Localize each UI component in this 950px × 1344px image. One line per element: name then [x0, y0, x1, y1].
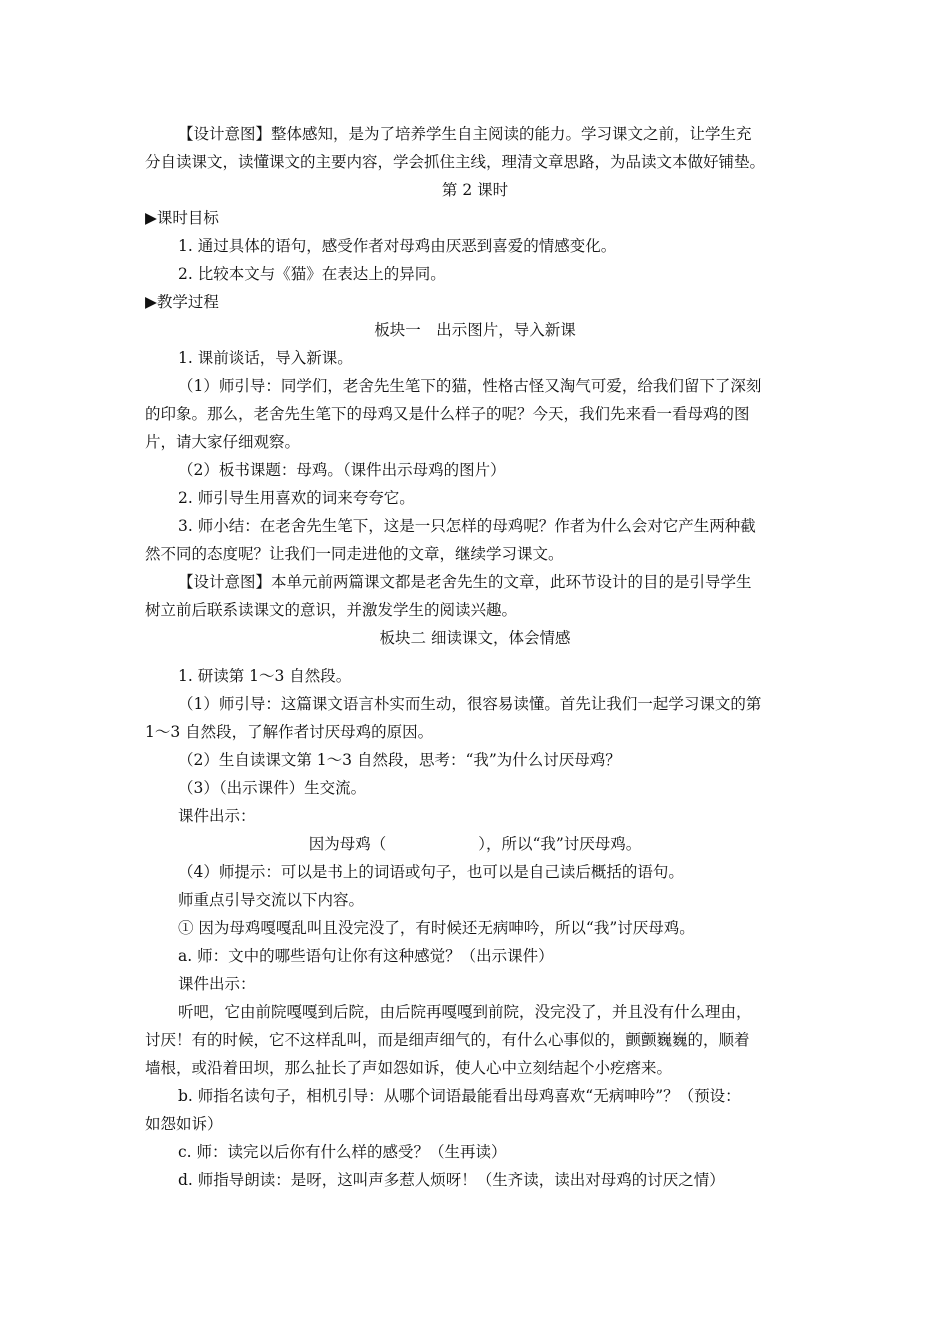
step-2-1-3: （3）（出示课件）生交流。 — [178, 779, 367, 797]
step-2-1: 1. 研读第 1～3 自然段。 — [178, 667, 352, 685]
step-1-3-line-1: 3. 师小结：在老舍先生笔下，这是一只怎样的母鸡呢？作者为什么会对它产生两种截 — [178, 517, 756, 535]
fill-in-suffix: ），所以“我”讨厌母鸡。 — [478, 835, 642, 853]
step-1-1: 1. 课前谈话，导入新课。 — [178, 349, 353, 367]
fill-in-prefix: 因为母鸡（ — [308, 835, 387, 853]
sub-step-a: a. 师：文中的哪些语句让你有这种感觉？（出示课件） — [178, 947, 554, 965]
courseware-label-1: 课件出示： — [178, 807, 256, 825]
step-1-1-1-line-3: 片，请大家仔细观察。 — [145, 433, 301, 451]
sub-step-b-line-2: 如怨如诉） — [145, 1115, 223, 1133]
step-2-1-1-line-2: 1～3 自然段，了解作者讨厌母鸡的原因。 — [145, 723, 434, 741]
sub-step-c: c. 师：读完以后你有什么样的感受？（生再读） — [178, 1143, 507, 1161]
goal-2: 2. 比较本文与《猫》在表达上的异同。 — [178, 265, 446, 283]
design-intent-2-line-1: 【设计意图】本单元前两篇课文都是老舍先生的文章，此环节设计的目的是引导学生 — [178, 573, 752, 591]
quote-line-2: 讨厌！有的时候，它不这样乱叫，而是细声细气的，有什么心事似的，颤颤巍巍的，顺着 — [145, 1031, 750, 1049]
step-1-1-1-line-1: （1）师引导：同学们，老舍先生笔下的猫，性格古怪又淘气可爱，给我们留下了深刻 — [178, 377, 762, 395]
goals-heading: ▶课时目标 — [145, 209, 219, 227]
sub-step-d: d. 师指导朗读：是呀，这叫声多惹人烦呀！（生齐读，读出对母鸡的讨厌之情） — [178, 1171, 725, 1189]
block-two-heading: 板块二 细读课文，体会情感 — [379, 629, 571, 647]
step-1-1-2: （2）板书课题：母鸡。（课件出示母鸡的图片） — [178, 461, 506, 479]
step-2-1-4: （4）师提示：可以是书上的词语或句子，也可以是自己读后概括的语句。 — [178, 863, 684, 881]
goal-1: 1. 通过具体的语句，感受作者对母鸡由厌恶到喜爱的情感变化。 — [178, 237, 617, 255]
focus-note: 师重点引导交流以下内容。 — [178, 891, 365, 909]
design-intent-2-line-2: 树立前后联系读课文的意识，并激发学生的阅读兴趣。 — [145, 601, 518, 619]
courseware-label-2: 课件出示： — [178, 975, 256, 993]
block-one-heading: 板块一 出示图片，导入新课 — [374, 321, 576, 339]
step-1-1-1-line-2: 的印象。那么，老舍先生笔下的母鸡又是什么样子的呢？今天，我们先来看一看母鸡的图 — [145, 405, 750, 423]
step-1-2: 2. 师引导生用喜欢的词来夸夸它。 — [178, 489, 415, 507]
step-1-3-line-2: 然不同的态度呢？让我们一同走进他的文章，继续学习课文。 — [145, 545, 564, 563]
lesson-heading: 第 2 课时 — [441, 181, 509, 199]
point-1: ① 因为母鸡嘎嘎乱叫且没完没了，有时候还无病呻吟，所以“我”讨厌母鸡。 — [178, 919, 695, 937]
fill-in-blank — [0, 834, 950, 854]
quote-line-1: 听吧，它由前院嘎嘎到后院，由后院再嘎嘎到前院，没完没了，并且没有什么理由， — [178, 1003, 752, 1021]
design-intent-line-1: 【设计意图】整体感知，是为了培养学生自主阅读的能力。学习课文之前，让学生充 — [178, 125, 752, 143]
design-intent-line-2: 分自读课文，读懂课文的主要内容，学会抓住主线，理清文章思路，为品读文本做好铺垫。 — [145, 153, 766, 171]
process-heading: ▶教学过程 — [145, 293, 219, 311]
step-2-1-1-line-1: （1）师引导：这篇课文语言朴实而生动，很容易读懂。首先让我们一起学习课文的第 — [178, 695, 762, 713]
quote-line-3: 墙根，或沿着田坝，那么扯长了声如怨如诉，使人心中立刻结起个小疙瘩来。 — [145, 1059, 673, 1077]
sub-step-b-line-1: b. 师指名读句子，相机引导：从哪个词语最能看出母鸡喜欢“无病呻吟”？（预设： — [178, 1087, 741, 1105]
step-2-1-2: （2）生自读课文第 1～3 自然段，思考：“我”为什么讨厌母鸡？ — [178, 751, 621, 769]
